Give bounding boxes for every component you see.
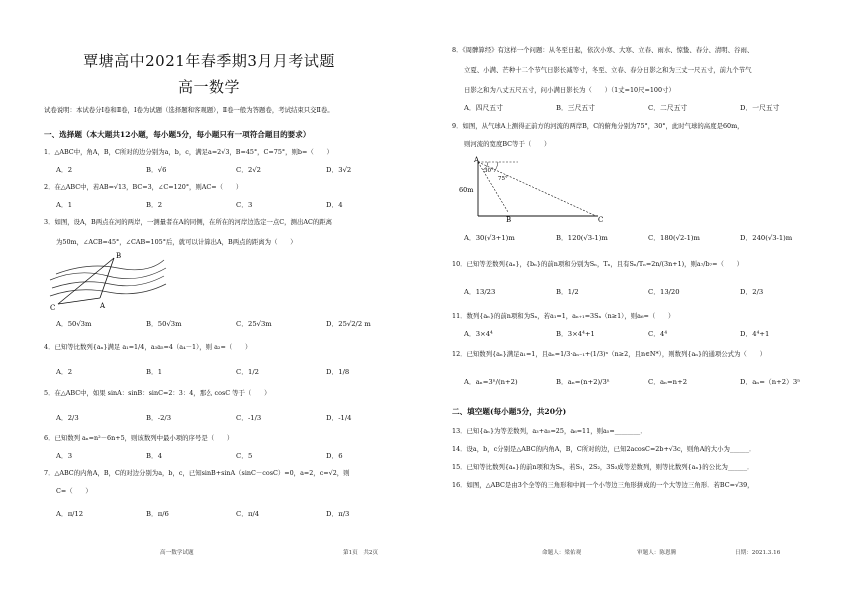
- option-d: D．240(√3-1)m: [740, 234, 793, 242]
- option-a: A．3: [56, 452, 73, 460]
- question-2: 2．在△ABC中，若AB=√13，BC=3，∠C=120°，则AC=（ ）: [44, 183, 243, 191]
- option-d: D．25√2/2 m: [326, 320, 371, 328]
- question-3-options: [56, 318, 416, 328]
- exam-subtitle: 高一数学: [177, 78, 240, 96]
- option-a: A．13/23: [464, 288, 496, 296]
- option-b: B．π/6: [146, 510, 169, 518]
- question-8-line2: 立夏、小满、芒种十二个节气日影长减等寸，冬至、立春、春分日影之和为三丈一尺五寸，前九个节气: [464, 66, 752, 74]
- option-c: C．13/20: [648, 288, 680, 296]
- option-a: A．3×4⁴: [464, 330, 493, 338]
- question-11: 11．数列{aₙ}的前n项和为Sₙ，若a₁=1，aₙ₊₁=3Sₙ（n≥1），则a₆=（ ）: [452, 312, 675, 320]
- question-6-options: [56, 450, 416, 460]
- question-5-options: [56, 412, 416, 422]
- option-b: B．3×4⁴+1: [556, 330, 595, 338]
- option-d: D．π/3: [326, 510, 350, 518]
- question-3-line2: 为50m，∠ACB=45°，∠CAB=105°后，就可以计算出A，B两点的距离为（ ）: [56, 238, 297, 246]
- option-c: C．-1/3: [236, 414, 262, 422]
- option-d: D．-1/4: [326, 414, 352, 422]
- option-b: B．120(√3-1)m: [556, 234, 608, 242]
- option-d: D．4⁴+1: [740, 330, 770, 338]
- option-d: D．2/3: [740, 288, 764, 296]
- question-2-options: [56, 199, 416, 209]
- option-a: A．2: [56, 166, 73, 174]
- option-a: A．1: [56, 201, 73, 209]
- option-d: D．3√2: [326, 166, 352, 174]
- figure-label-a: A: [474, 156, 480, 164]
- option-a: A．2/3: [56, 414, 79, 422]
- option-a: A．2: [56, 368, 73, 376]
- question-4-options: [56, 366, 416, 376]
- question-7-options: [56, 508, 416, 518]
- option-d: D．1/8: [326, 368, 350, 376]
- figure-angle-75: 75°: [498, 176, 508, 182]
- right-page: [430, 0, 860, 595]
- question-15: 15．已知等比数列{aₙ}的前n项和为Sₙ，若S₁，2S₂，3S₃成等差数列，则等比数列{aₙ}的公比为______．: [452, 463, 754, 471]
- option-c: C．25√3m: [236, 320, 272, 328]
- question-8: 8．《周髀算经》有这样一个问题：从冬至日起，依次小寒、大寒、立春、雨水、惊蛰、春分、清明、谷雨、: [452, 46, 754, 54]
- option-b: B．1/2: [556, 288, 579, 296]
- option-c: C．1/2: [236, 368, 259, 376]
- option-c: C．aₙ=n+2: [648, 378, 688, 386]
- option-b: B．50√3m: [146, 320, 182, 328]
- figure-label-a: A: [100, 302, 106, 310]
- footer-author: 命题人：梁佑观: [542, 550, 582, 556]
- question-9-line2: 则河流的宽度BC等于（ ）: [464, 140, 551, 148]
- option-a: A．π/12: [56, 510, 84, 518]
- question-9: 9．如图，从气球A上测得正前方的河流的两岸B，C的俯角分别为75°，30°，此时气球的高度是60m，: [452, 122, 744, 130]
- option-b: B．aₙ=(n+2)/3ⁿ: [556, 378, 610, 386]
- option-b: B．√6: [146, 166, 167, 174]
- question-10: 10．已知等差数列{aₙ}，{bₙ}的前n项和分别为Sₙ，Tₙ，且有Sₙ/Tₙ=2n/(3n+1)，则a₇/b₇=（ ）: [452, 260, 744, 268]
- option-c: C．180(√2-1)m: [648, 234, 700, 242]
- balloon-figure: [458, 156, 608, 224]
- question-11-options: [464, 328, 832, 338]
- exam-title: 覃塘高中2021年春季期3月月考试题: [83, 52, 335, 70]
- exam-instructions: 试卷说明：本试卷分Ⅰ卷和Ⅱ卷，Ⅰ卷为试题（选择题和客观题），Ⅱ卷一般为答题卷，考试结束只交Ⅱ卷。: [44, 106, 334, 114]
- option-a: A．30(√3+1)m: [464, 234, 515, 242]
- question-13: 13．已知{aₙ}为等差数列，a₃+a₅=25，a₆=11，则a₅=________．: [452, 427, 647, 435]
- figure-label-b: B: [116, 252, 122, 260]
- question-7: 7．△ABC的内角A，B，C的对边分别为a，b，c，已知sinB+sinA（sinC－cosC）=0，a=2，c=√2，则: [44, 469, 350, 477]
- figure-label-c: C: [50, 304, 56, 312]
- footer-left-label: 高一数学试题: [160, 550, 194, 556]
- option-b: B．三尺五寸: [556, 104, 595, 112]
- question-12-options: [464, 376, 832, 386]
- footer-reviewer: 审题人：陈恩腾: [637, 550, 677, 556]
- question-3: 3．如图，设A，B两点在河的两岸，一测量者在A的同侧，在所在的河岸边选定一点C，测出AC的距离: [44, 218, 333, 226]
- question-4: 4．已知等比数列{aₙ}满足 a₁=1/4，a₃a₅=4（a₄－1），则 a₂=（ ）: [44, 343, 252, 351]
- figure-label-height: 60m: [459, 186, 474, 194]
- section-choice-heading: 一、选择题（本大题共12小题，每小题5分，每小题只有一项符合题目的要求）: [44, 130, 311, 139]
- option-d: D．6: [326, 452, 343, 460]
- option-d: D．4: [326, 201, 343, 209]
- option-b: B．2: [146, 201, 163, 209]
- question-14: 14．设a，b，c分别是△ABC的内角A，B，C所对的边，已知2acosC=2b+√3c，则角A的大小为______．: [452, 445, 756, 453]
- option-d: D．aₙ=（n+2）3ⁿ: [740, 378, 801, 386]
- figure-angle-30: 30°: [484, 168, 494, 174]
- figure-label-b: B: [506, 216, 512, 224]
- question-10-options: [464, 286, 832, 296]
- river-figure: [48, 250, 168, 312]
- question-1-options: [56, 164, 416, 174]
- question-8-options: [464, 102, 832, 112]
- option-b: B．-2/3: [146, 414, 172, 422]
- option-c: C．π/4: [236, 510, 260, 518]
- question-5: 5．在△ABC中，如果 sinA：sinB：sinC=2：3：4，那么 cosC 等于（ ）: [44, 389, 271, 397]
- option-a: A．50√3m: [56, 320, 92, 328]
- option-c: C．2√2: [236, 166, 261, 174]
- section-fill-heading: 二、填空题(每小题5分，共20分): [452, 407, 567, 416]
- option-b: B．1: [146, 368, 163, 376]
- question-8-line3: 日影之和为八丈五尺五寸，问小满日影长为（ ）（1丈=10尺=100寸）: [464, 86, 675, 94]
- question-9-options: [464, 232, 832, 242]
- option-c: C．3: [236, 201, 253, 209]
- figure-label-c: C: [598, 216, 604, 224]
- option-c: C．二尺五寸: [648, 104, 688, 112]
- question-12: 12．已知数列{aₙ}满足a₁=1，且aₙ=1/3·aₙ₋₁+(1/3)ⁿ（n≥2，且n∈N*），则数列{aₙ}的通项公式为（ ）: [452, 350, 766, 358]
- footer-page-number: 第1页 共2页: [343, 550, 379, 556]
- option-d: D．一尺五寸: [740, 104, 780, 112]
- option-a: A．aₙ=3ⁿ/(n+2): [464, 378, 518, 386]
- question-16: 16．如图，△ABC是由3个全等的三角形和中间一个小等边三角形拼成的一个大等边三角形．若BC=√39，: [452, 481, 754, 489]
- option-b: B．4: [146, 452, 163, 460]
- option-a: A．四尺五寸: [464, 104, 503, 112]
- question-6: 6．已知数列 aₙ=n²－6n+5，则该数列中最小项的序号是（ ）: [44, 434, 234, 442]
- option-c: C．5: [236, 452, 253, 460]
- option-c: C．4⁴: [648, 330, 668, 338]
- question-7-line2: C=（ ）: [56, 487, 92, 495]
- footer-date: 日期：2021.3.16: [735, 550, 781, 556]
- question-1: 1．△ABC中，角A，B，C所对的边分别为a，b，c，满足a=2√3，B=45°，C=75°，则b=（ ）: [44, 148, 333, 156]
